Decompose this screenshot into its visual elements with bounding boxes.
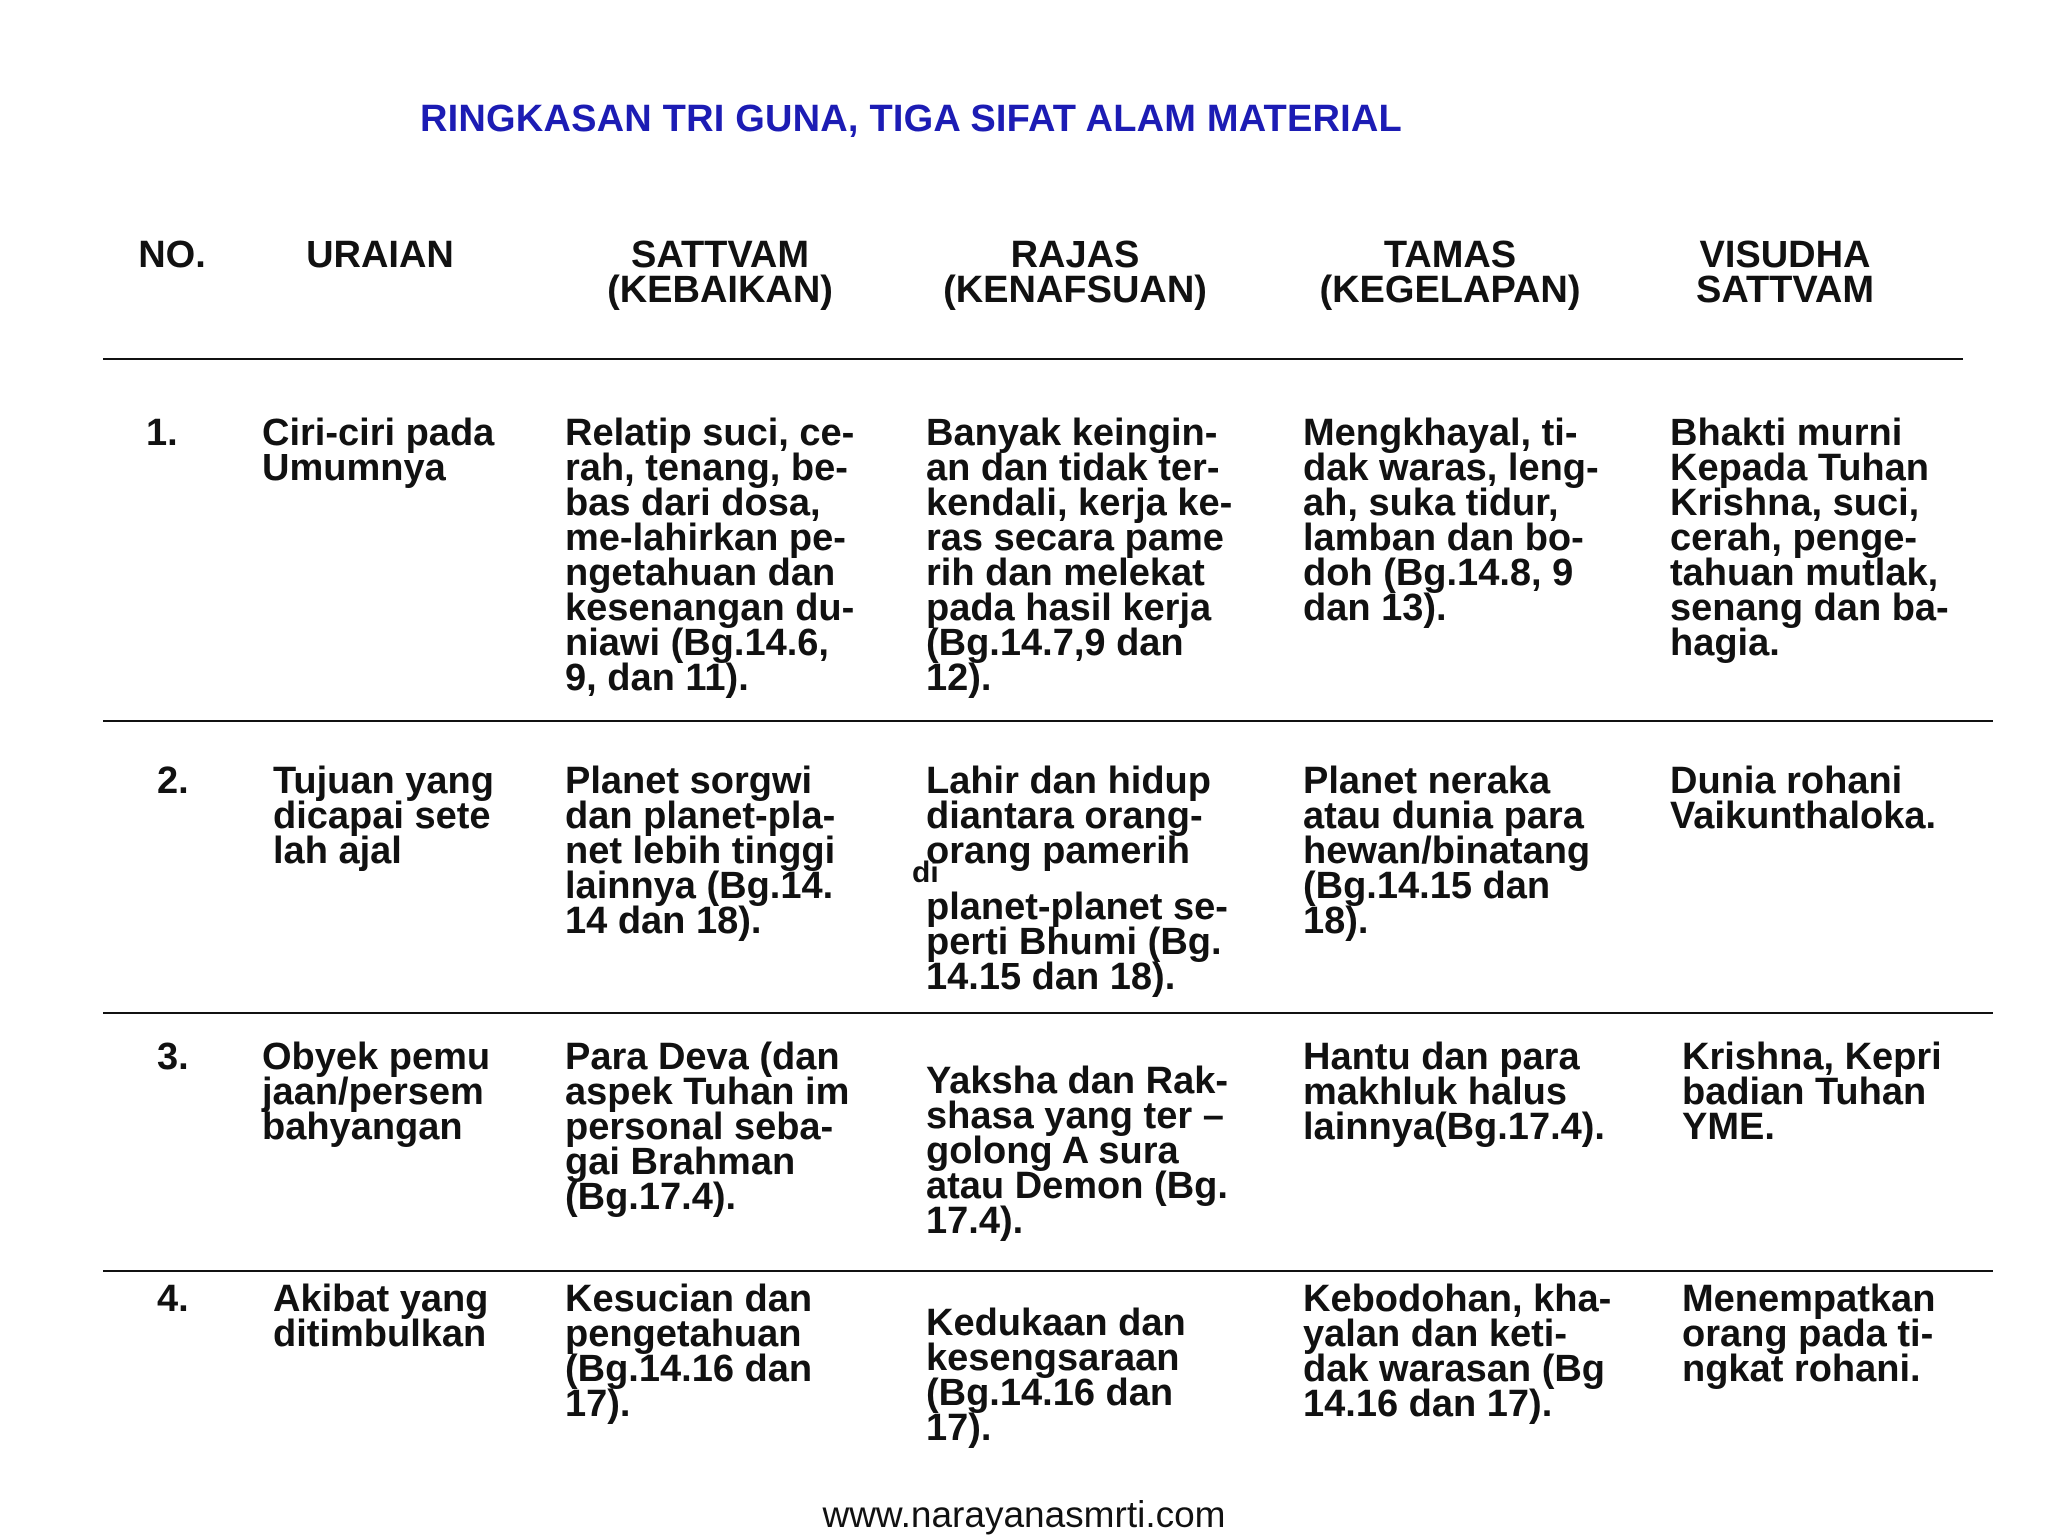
row-1-rajas: Banyak keingin- an dan tidak ter- kendali, kerja ke- ras secara pame rih dan melekat pada hasil kerja (Bg.14.7,9 dan 12). bbox=[926, 412, 1233, 699]
row-divider-3 bbox=[103, 1270, 1993, 1272]
row-divider-2 bbox=[103, 1012, 1993, 1014]
row-2-no: 2. bbox=[157, 760, 189, 802]
row-divider-1 bbox=[103, 720, 1993, 722]
header-tamas: TAMAS (KEGELAPAN) bbox=[1319, 234, 1581, 311]
row-3-rajas: Yaksha dan Rak- shasa yang ter – golong A sura atau Demon (Bg. 17.4). bbox=[926, 1060, 1229, 1242]
row-2-rajas-b: planet-planet se- perti Bhumi (Bg. 14.15 dan 18). bbox=[926, 886, 1228, 998]
row-3-sattvam: Para Deva (dan aspek Tuhan im personal seba- gai Brahman (Bg.17.4). bbox=[565, 1036, 850, 1218]
row-3-tamas: Hantu dan para makhluk halus lainnya(Bg.17.4). bbox=[1303, 1036, 1605, 1148]
page-title: RINGKASAN TRI GUNA, TIGA SIFAT ALAM MATERIAL bbox=[420, 98, 1402, 140]
row-2-rajas-a: Lahir dan hidup diantara orang- orang pamerih bbox=[926, 760, 1211, 872]
row-3-uraian: Obyek pemu jaan/persem bahyangan bbox=[262, 1036, 491, 1148]
row-4-no: 4. bbox=[157, 1278, 189, 1320]
row-4-rajas: Kedukaan dan kesengsaraan (Bg.14.16 dan 17). bbox=[926, 1302, 1186, 1449]
header-rajas: RAJAS (KENAFSUAN) bbox=[943, 234, 1207, 311]
row-2-uraian: Tujuan yang dicapai sete lah ajal bbox=[273, 760, 494, 872]
row-4-tamas: Kebodohan, kha- yalan dan keti- dak warasan (Bg 14.16 dan 17). bbox=[1303, 1278, 1612, 1425]
row-4-sattvam: Kesucian dan pengetahuan (Bg.14.16 dan 17). bbox=[565, 1278, 813, 1425]
row-1-tamas: Mengkhayal, ti- dak waras, leng- ah, suka tidur, lamban dan bo- doh (Bg.14.8, 9 dan 13). bbox=[1303, 412, 1599, 629]
header-divider bbox=[103, 358, 1963, 360]
header-no: NO. bbox=[138, 234, 206, 276]
row-4-visudha: Menempatkan orang pada ti- ngkat rohani. bbox=[1682, 1278, 1936, 1390]
row-1-no: 1. bbox=[146, 412, 178, 454]
row-3-no: 3. bbox=[157, 1036, 189, 1078]
row-4-uraian: Akibat yang ditimbulkan bbox=[273, 1278, 489, 1355]
header-sattvam: SATTVAM (KEBAIKAN) bbox=[607, 234, 833, 311]
row-1-sattvam: Relatip suci, ce- rah, tenang, be- bas dari dosa, me-lahirkan pe- ngetahuan dan kesenangan du- niawi (Bg.14.6, 9, dan 11). bbox=[565, 412, 855, 699]
row-2-visudha: Dunia rohani Vaikunthaloka. bbox=[1670, 760, 1937, 837]
row-2-sattvam: Planet sorgwi dan planet-pla- net lebih tinggi lainnya (Bg.14. 14 dan 18). bbox=[565, 760, 836, 942]
row-1-visudha: Bhakti murni Kepada Tuhan Krishna, suci, cerah, penge- tahuan mutlak, senang dan ba- hagia. bbox=[1670, 412, 1949, 664]
row-2-rajas-di: di bbox=[912, 856, 939, 889]
row-3-visudha: Krishna, Kepri badian Tuhan YME. bbox=[1682, 1036, 1942, 1148]
row-1-uraian: Ciri-ciri pada Umumnya bbox=[262, 412, 495, 489]
header-uraian: URAIAN bbox=[306, 234, 454, 276]
footer-website: www.narayanasmrti.com bbox=[822, 1494, 1226, 1535]
header-visudha: VISUDHA SATTVAM bbox=[1695, 234, 1874, 311]
row-2-tamas: Planet neraka atau dunia para hewan/binatang (Bg.14.15 dan 18). bbox=[1303, 760, 1591, 942]
